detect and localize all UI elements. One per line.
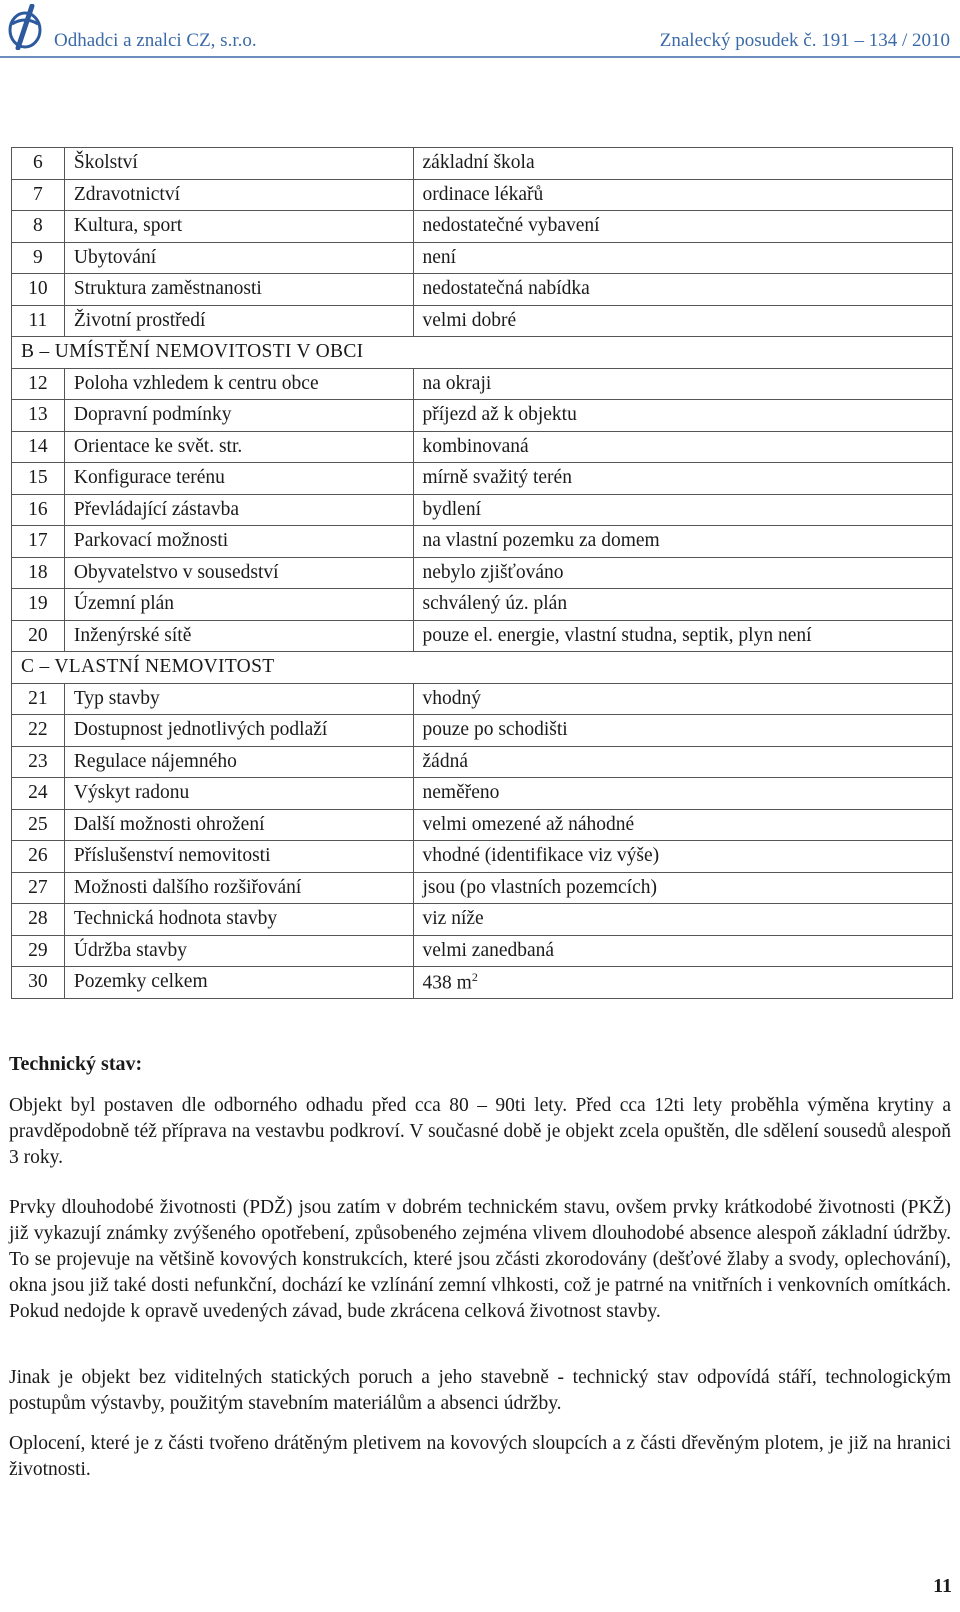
row-value-text: bydlení (422, 498, 482, 520)
table-row (12, 557, 953, 589)
row-value (413, 557, 952, 589)
row-number: 19 (12, 589, 65, 621)
row-value (413, 211, 952, 243)
table-row (12, 967, 953, 999)
row-label: Výskyt radonu (64, 778, 413, 810)
row-value-text: nebylo zjišťováno (422, 561, 564, 583)
row-value-text: pouze po schodišti (422, 719, 568, 741)
section-title (12, 337, 953, 369)
row-value (413, 967, 952, 999)
row-value-text: vhodný (422, 687, 482, 709)
table-row (12, 683, 953, 715)
company-name: Odhadci a znalci CZ, s.r.o. (54, 30, 257, 51)
table-row (12, 211, 953, 243)
row-value-text: kombinovaná (422, 435, 529, 457)
row-value (413, 400, 952, 432)
technical-state-paragraph: Objekt byl postaven dle odborného odhadu před cca 80 – 90ti lety. Před cca 12ti lety proběhla výměna krytiny a pravděpodobně též příprava na vestavbu podkroví. V současné době je objekt zcela opuštěn, dle sdělení sousedů alespoň 3 roky. (9, 1095, 951, 1168)
row-number: 25 (12, 809, 65, 841)
row-number: 12 (12, 368, 65, 400)
table-row (12, 778, 953, 810)
table-row (12, 841, 953, 873)
row-number: 22 (12, 715, 65, 747)
table-row (12, 305, 953, 337)
row-number: 26 (12, 841, 65, 873)
row-label: Školství (64, 148, 413, 180)
row-number: 15 (12, 463, 65, 495)
row-label: Ubytování (64, 242, 413, 274)
row-value (413, 368, 952, 400)
table-row (12, 589, 953, 621)
row-label: Pozemky celkem (64, 967, 413, 999)
row-value (413, 715, 952, 747)
row-value-text: základní škola (422, 152, 535, 174)
row-label: Dostupnost jednotlivých podlaží (64, 715, 413, 747)
row-value-text: příjezd až k objektu (422, 404, 577, 426)
table-row (12, 620, 953, 652)
table-row (12, 431, 953, 463)
row-value-text: mírně svažitý terén (422, 467, 572, 489)
table-row (12, 368, 953, 400)
row-label: Kultura, sport (64, 211, 413, 243)
row-value-text: vhodné (identifikace viz výše) (422, 845, 660, 867)
table-row (12, 809, 953, 841)
row-value (413, 526, 952, 558)
row-value (413, 148, 952, 180)
row-value-text: žádná (422, 750, 468, 772)
row-number: 7 (12, 179, 65, 211)
row-value (413, 494, 952, 526)
row-label: Převládající zástavba (64, 494, 413, 526)
technical-state-paragraph: Jinak je objekt bez viditelných statických poruch a jeho stavebně - technický stav odpovídá stáří, technologickým postupům výstavby, použitým stavebním materiálům a absenci údržby. (9, 1367, 951, 1414)
row-value-text: viz níže (422, 908, 484, 930)
row-number: 6 (12, 148, 65, 180)
row-label: Typ stavby (64, 683, 413, 715)
row-value-text: velmi dobré (422, 309, 517, 331)
table-row (12, 242, 953, 274)
table-row (12, 179, 953, 211)
row-value (413, 274, 952, 306)
row-number: 20 (12, 620, 65, 652)
table-row (12, 463, 953, 495)
row-value (413, 683, 952, 715)
row-value (413, 746, 952, 778)
table-row (12, 526, 953, 558)
row-label: Zdravotnictví (64, 179, 413, 211)
row-label: Příslušenství nemovitosti (64, 841, 413, 873)
row-number: 13 (12, 400, 65, 432)
row-number: 9 (12, 242, 65, 274)
row-number: 23 (12, 746, 65, 778)
row-number: 29 (12, 935, 65, 967)
row-number: 27 (12, 872, 65, 904)
row-value-text: schválený úz. plán (422, 593, 568, 615)
table-section-header (12, 337, 953, 369)
technical-state-paragraph: Oplocení, které je z části tvořeno drátěným pletivem na kovových sloupcích a z části dřevěným plotem, je již na hranici životnosti. (9, 1433, 951, 1480)
row-value (413, 872, 952, 904)
header-divider (0, 56, 960, 58)
row-value-text: není (422, 246, 457, 268)
row-label: Poloha vzhledem k centru obce (64, 368, 413, 400)
row-number: 24 (12, 778, 65, 810)
row-value (413, 620, 952, 652)
row-value-text: 438 m (422, 972, 472, 994)
row-number: 18 (12, 557, 65, 589)
row-label: Dopravní podmínky (64, 400, 413, 432)
table-row (12, 935, 953, 967)
row-value (413, 778, 952, 810)
row-number: 28 (12, 904, 65, 936)
section-title-text: B – UMÍSTĚNÍ NEMOVITOSTI V OBCI (21, 341, 364, 363)
row-value (413, 935, 952, 967)
row-value-text: na okraji (422, 372, 492, 394)
table-row (12, 746, 953, 778)
table-row (12, 274, 953, 306)
section-title (12, 652, 953, 684)
row-number: 10 (12, 274, 65, 306)
row-number: 21 (12, 683, 65, 715)
table-row (12, 904, 953, 936)
row-label: Životní prostředí (64, 305, 413, 337)
company-logo-icon (8, 4, 42, 50)
row-number: 8 (12, 211, 65, 243)
row-value-text: jsou (po vlastních pozemcích) (422, 876, 657, 898)
table-row (12, 148, 953, 180)
row-label: Parkovací možnosti (64, 526, 413, 558)
row-value (413, 809, 952, 841)
row-value (413, 431, 952, 463)
row-value-text: nedostatečné vybavení (422, 215, 600, 237)
row-value (413, 242, 952, 274)
row-label: Struktura zaměstnanosti (64, 274, 413, 306)
row-value-text: pouze el. energie, vlastní studna, septik, plyn není (422, 624, 812, 646)
row-value (413, 904, 952, 936)
row-label: Orientace ke svět. str. (64, 431, 413, 463)
row-value (413, 589, 952, 621)
row-value (413, 463, 952, 495)
table-section-header (12, 652, 953, 684)
page-number: 11 (933, 1575, 952, 1597)
row-value-text: neměřeno (422, 782, 500, 804)
row-number: 16 (12, 494, 65, 526)
row-number: 17 (12, 526, 65, 558)
table-row (12, 872, 953, 904)
row-label: Konfigurace terénu (64, 463, 413, 495)
row-value-text: na vlastní pozemku za domem (422, 530, 660, 552)
row-value (413, 305, 952, 337)
unit-exponent: 2 (471, 970, 478, 984)
row-value-text: velmi omezené až náhodné (422, 813, 635, 835)
page-header (0, 0, 960, 60)
table-row (12, 494, 953, 526)
row-label: Možnosti dalšího rozšiřování (64, 872, 413, 904)
document-reference: Znalecký posudek č. 191 – 134 / 2010 (659, 30, 950, 51)
row-value (413, 179, 952, 211)
table-row (12, 715, 953, 747)
row-value-text: ordinace lékařů (422, 183, 544, 205)
table-row (12, 400, 953, 432)
section-title-text: C – VLASTNÍ NEMOVITOST (21, 656, 275, 678)
row-value (413, 841, 952, 873)
row-number: 11 (12, 305, 65, 337)
row-label: Obyvatelstvo v sousedství (64, 557, 413, 589)
technical-state-paragraph: Prvky dlouhodobé životnosti (PDŽ) jsou zatím v dobrém technickém stavu, ovšem prvky krátkodobé životnosti (PKŽ) již vykazují známky zvýšeného opotřebení, způsobeného zejména vlivem dlouhodobé absence alespoň základní údržby. To se projevuje na většině kovových konstrukcích, které jsou zčásti zkorodovány (dešťové žlaby a svody, oplechování), okna jsou již také dosti nefunkční, dochází ke vzlínání zemní vlhkosti, což je patrné na vnitřních i venkovních omítkách. Pokud nedojde k opravě uvedených závad, bude zkrácena celková životnost stavby. (9, 1197, 951, 1322)
row-number: 14 (12, 431, 65, 463)
row-label: Další možnosti ohrožení (64, 809, 413, 841)
row-label: Technická hodnota stavby (64, 904, 413, 936)
row-value-text: velmi zanedbaná (422, 939, 555, 961)
row-label: Inženýrské sítě (64, 620, 413, 652)
row-number: 30 (12, 967, 65, 999)
row-label: Územní plán (64, 589, 413, 621)
row-label: Regulace nájemného (64, 746, 413, 778)
row-label: Údržba stavby (64, 935, 413, 967)
property-attributes-table (11, 147, 953, 999)
technical-state-heading: Technický stav: (9, 1053, 143, 1075)
row-value-text: nedostatečná nabídka (422, 278, 590, 300)
